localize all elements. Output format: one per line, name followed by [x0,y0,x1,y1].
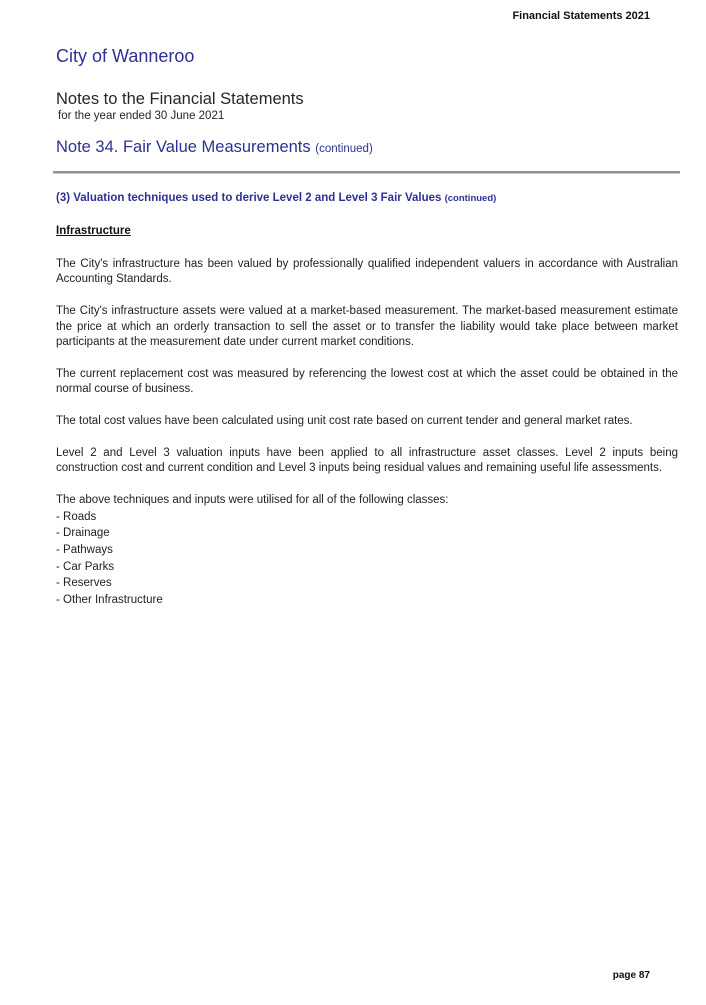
organisation-title: City of Wanneroo [56,46,195,66]
note-title-text: Note 34. Fair Value Measurements [56,138,311,156]
header-right-text: Financial Statements 2021 [512,10,650,22]
paragraph: The City's infrastructure assets were valued at a market-based measurement. The market-based measurement estimate the price at which an orderly transaction to sell the asset or to transfer the liability would take place between market participants at the measurement date under current market conditions. [56,305,678,348]
paragraph: The City's infrastructure has been valued by professionally qualified independent valuers in accordance with Australian Accounting Standards. [56,257,678,286]
paragraph: The current replacement cost was measured by referencing the lowest cost at which the asset could be obtained in the normal course of business. [56,367,678,396]
subsection-heading-infrastructure: Infrastructure [56,225,131,238]
paragraph: The total cost values have been calculated using unit cost rate based on current tender and general market rates. [56,415,633,428]
document-title: Notes to the Financial Statements [56,90,304,108]
note-body [56,191,678,608]
list-item: - Drainage [56,527,110,540]
list-intro-paragraph: The above techniques and inputs were utilised for all of the following classes: [56,494,449,507]
paragraph: Level 2 and Level 3 valuation inputs have been applied to all infrastructure asset classes. Level 2 inputs being construction cost and current condition and Level 3 inputs being residual values and remaining useful life assessments. [56,447,678,475]
list-item: - Car Parks [56,560,115,573]
list-item: - Pathways [56,543,113,556]
list-item: - Other Infrastructure [56,593,163,606]
list-item: - Roads [56,510,97,523]
section-heading-continued: (continued) [444,193,497,204]
list-item: - Reserves [56,577,112,590]
horizontal-rule [53,171,680,174]
document-subtitle: for the year ended 30 June 2021 [58,110,225,122]
section-heading-text: (3) Valuation techniques used to derive Level 2 and Level 3 Fair Values [56,192,442,204]
note-title [56,138,373,157]
page-number: page 87 [612,970,650,981]
asset-class-list [56,509,678,609]
note-title-continued: (continued) [315,143,373,155]
section-heading [56,191,678,206]
